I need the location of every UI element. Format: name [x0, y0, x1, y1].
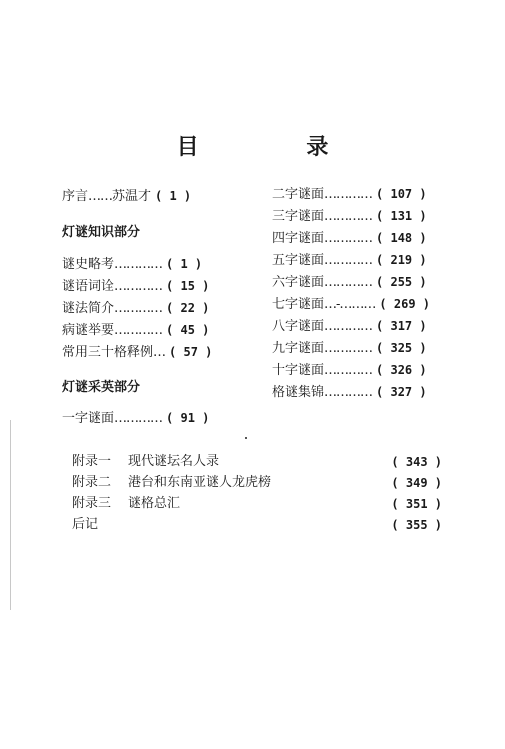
toc-label: 谜史略考 [62, 257, 115, 272]
toc-label: 十字谜面 [272, 363, 325, 378]
toc-label: 常用三十格释例 [62, 345, 154, 360]
toc-page: ( 131 ) [376, 209, 427, 223]
toc-page: ( 22 ) [166, 301, 210, 315]
toc-entry[interactable] [272, 362, 427, 379]
toc-entry[interactable] [272, 384, 427, 401]
page-edge-line [10, 420, 11, 610]
toc-dots: … [153, 345, 166, 360]
toc-entry[interactable] [272, 230, 427, 247]
appendix-label: 后记 [72, 517, 99, 532]
toc-entry[interactable] [62, 256, 202, 273]
appendix-page: ( 351 ) [391, 497, 442, 511]
toc-page: ( 326 ) [376, 363, 427, 377]
toc-page: ( 107 ) [376, 187, 427, 201]
appendix-entry[interactable] [72, 454, 442, 470]
toc-label: 八字谜面 [272, 319, 325, 334]
toc-entry[interactable] [62, 278, 209, 295]
toc-entry[interactable] [62, 410, 209, 427]
toc-label: 二字谜面 [272, 187, 325, 202]
toc-label: 五字谜面 [272, 253, 325, 268]
toc-entry[interactable] [272, 186, 427, 203]
toc-page: ( 57 ) [169, 345, 213, 359]
toc-dots: ………… [324, 363, 373, 378]
toc-label: 七字谜面 [272, 297, 325, 312]
appendix-entry[interactable] [72, 475, 442, 491]
toc-dots: ………… [114, 257, 163, 272]
toc-label: 病谜举要 [62, 323, 115, 338]
appendix-entry[interactable] [72, 517, 442, 533]
appendix-page: ( 343 ) [391, 455, 442, 469]
toc-label: 谜法简介 [62, 301, 115, 316]
toc-page: ( 91 ) [166, 411, 210, 425]
toc-label: 六字谜面 [272, 275, 325, 290]
toc-dots: ………… [114, 301, 163, 316]
appendix-label: 附录三 [72, 496, 112, 511]
toc-entry[interactable] [272, 274, 427, 291]
toc-page: ( 255 ) [376, 275, 427, 289]
section-heading-selection: 灯谜采英部分 [62, 380, 141, 395]
toc-dots: ………… [114, 279, 163, 294]
toc-page: ( 45 ) [166, 323, 210, 337]
toc-dots: ………… [114, 411, 163, 426]
toc-entry[interactable] [272, 252, 427, 269]
toc-label: 九字谜面 [272, 341, 325, 356]
toc-page: ( 1 ) [166, 257, 203, 271]
appendix-text: 现代谜坛名人录 [128, 454, 220, 469]
toc-dots: ………… [324, 385, 373, 400]
appendix-text: 港台和东南亚谜人龙虎榜 [128, 475, 272, 490]
toc-dots: ………… [324, 275, 373, 290]
appendix-label: 附录一 [72, 454, 112, 469]
appendix-page: ( 349 ) [391, 476, 442, 490]
toc-author: 苏温才 [112, 189, 152, 204]
toc-entry[interactable] [62, 322, 209, 339]
toc-page: ( 219 ) [376, 253, 427, 267]
toc-label: 谜语词诠 [62, 279, 115, 294]
stray-dot [245, 437, 247, 439]
toc-entry[interactable] [272, 318, 427, 335]
appendix-entry[interactable] [72, 496, 442, 512]
toc-entry[interactable] [62, 300, 209, 317]
toc-dots: ………… [324, 253, 373, 268]
toc-page: ( 148 ) [376, 231, 427, 245]
toc-label: 四字谜面 [272, 231, 325, 246]
toc-entry-preface[interactable] [62, 188, 191, 205]
toc-entry[interactable] [272, 296, 430, 313]
toc-dots: ………… [324, 341, 373, 356]
toc-label: 一字谜面 [62, 411, 115, 426]
section-heading-knowledge: 灯谜知识部分 [62, 225, 141, 240]
page-title: 目 录 [176, 134, 379, 160]
toc-page: ( 1 ) [155, 189, 192, 203]
toc-page: ( 327 ) [376, 385, 427, 399]
toc-dots: …-……… [324, 297, 376, 312]
toc-label: 三字谜面 [272, 209, 325, 224]
appendix-page: ( 355 ) [391, 518, 442, 532]
toc-dots: ………… [114, 323, 163, 338]
toc-label: 序言 [62, 189, 89, 204]
toc-dots: …… [88, 189, 113, 204]
appendix-label: 附录二 [72, 475, 112, 490]
toc-label: 格谜集锦 [272, 385, 325, 400]
toc-dots: ………… [324, 187, 373, 202]
toc-page: ( 269 ) [379, 297, 430, 311]
toc-page: ( 15 ) [166, 279, 210, 293]
toc-entry[interactable] [272, 208, 427, 225]
toc-entry[interactable] [272, 340, 427, 357]
toc-dots: ………… [324, 231, 373, 246]
toc-entry[interactable] [62, 344, 212, 361]
toc-dots: ………… [324, 319, 373, 334]
toc-page: ( 325 ) [376, 341, 427, 355]
toc-page: ( 317 ) [376, 319, 427, 333]
toc-dots: ………… [324, 209, 373, 224]
appendix-text: 谜格总汇 [128, 496, 181, 511]
